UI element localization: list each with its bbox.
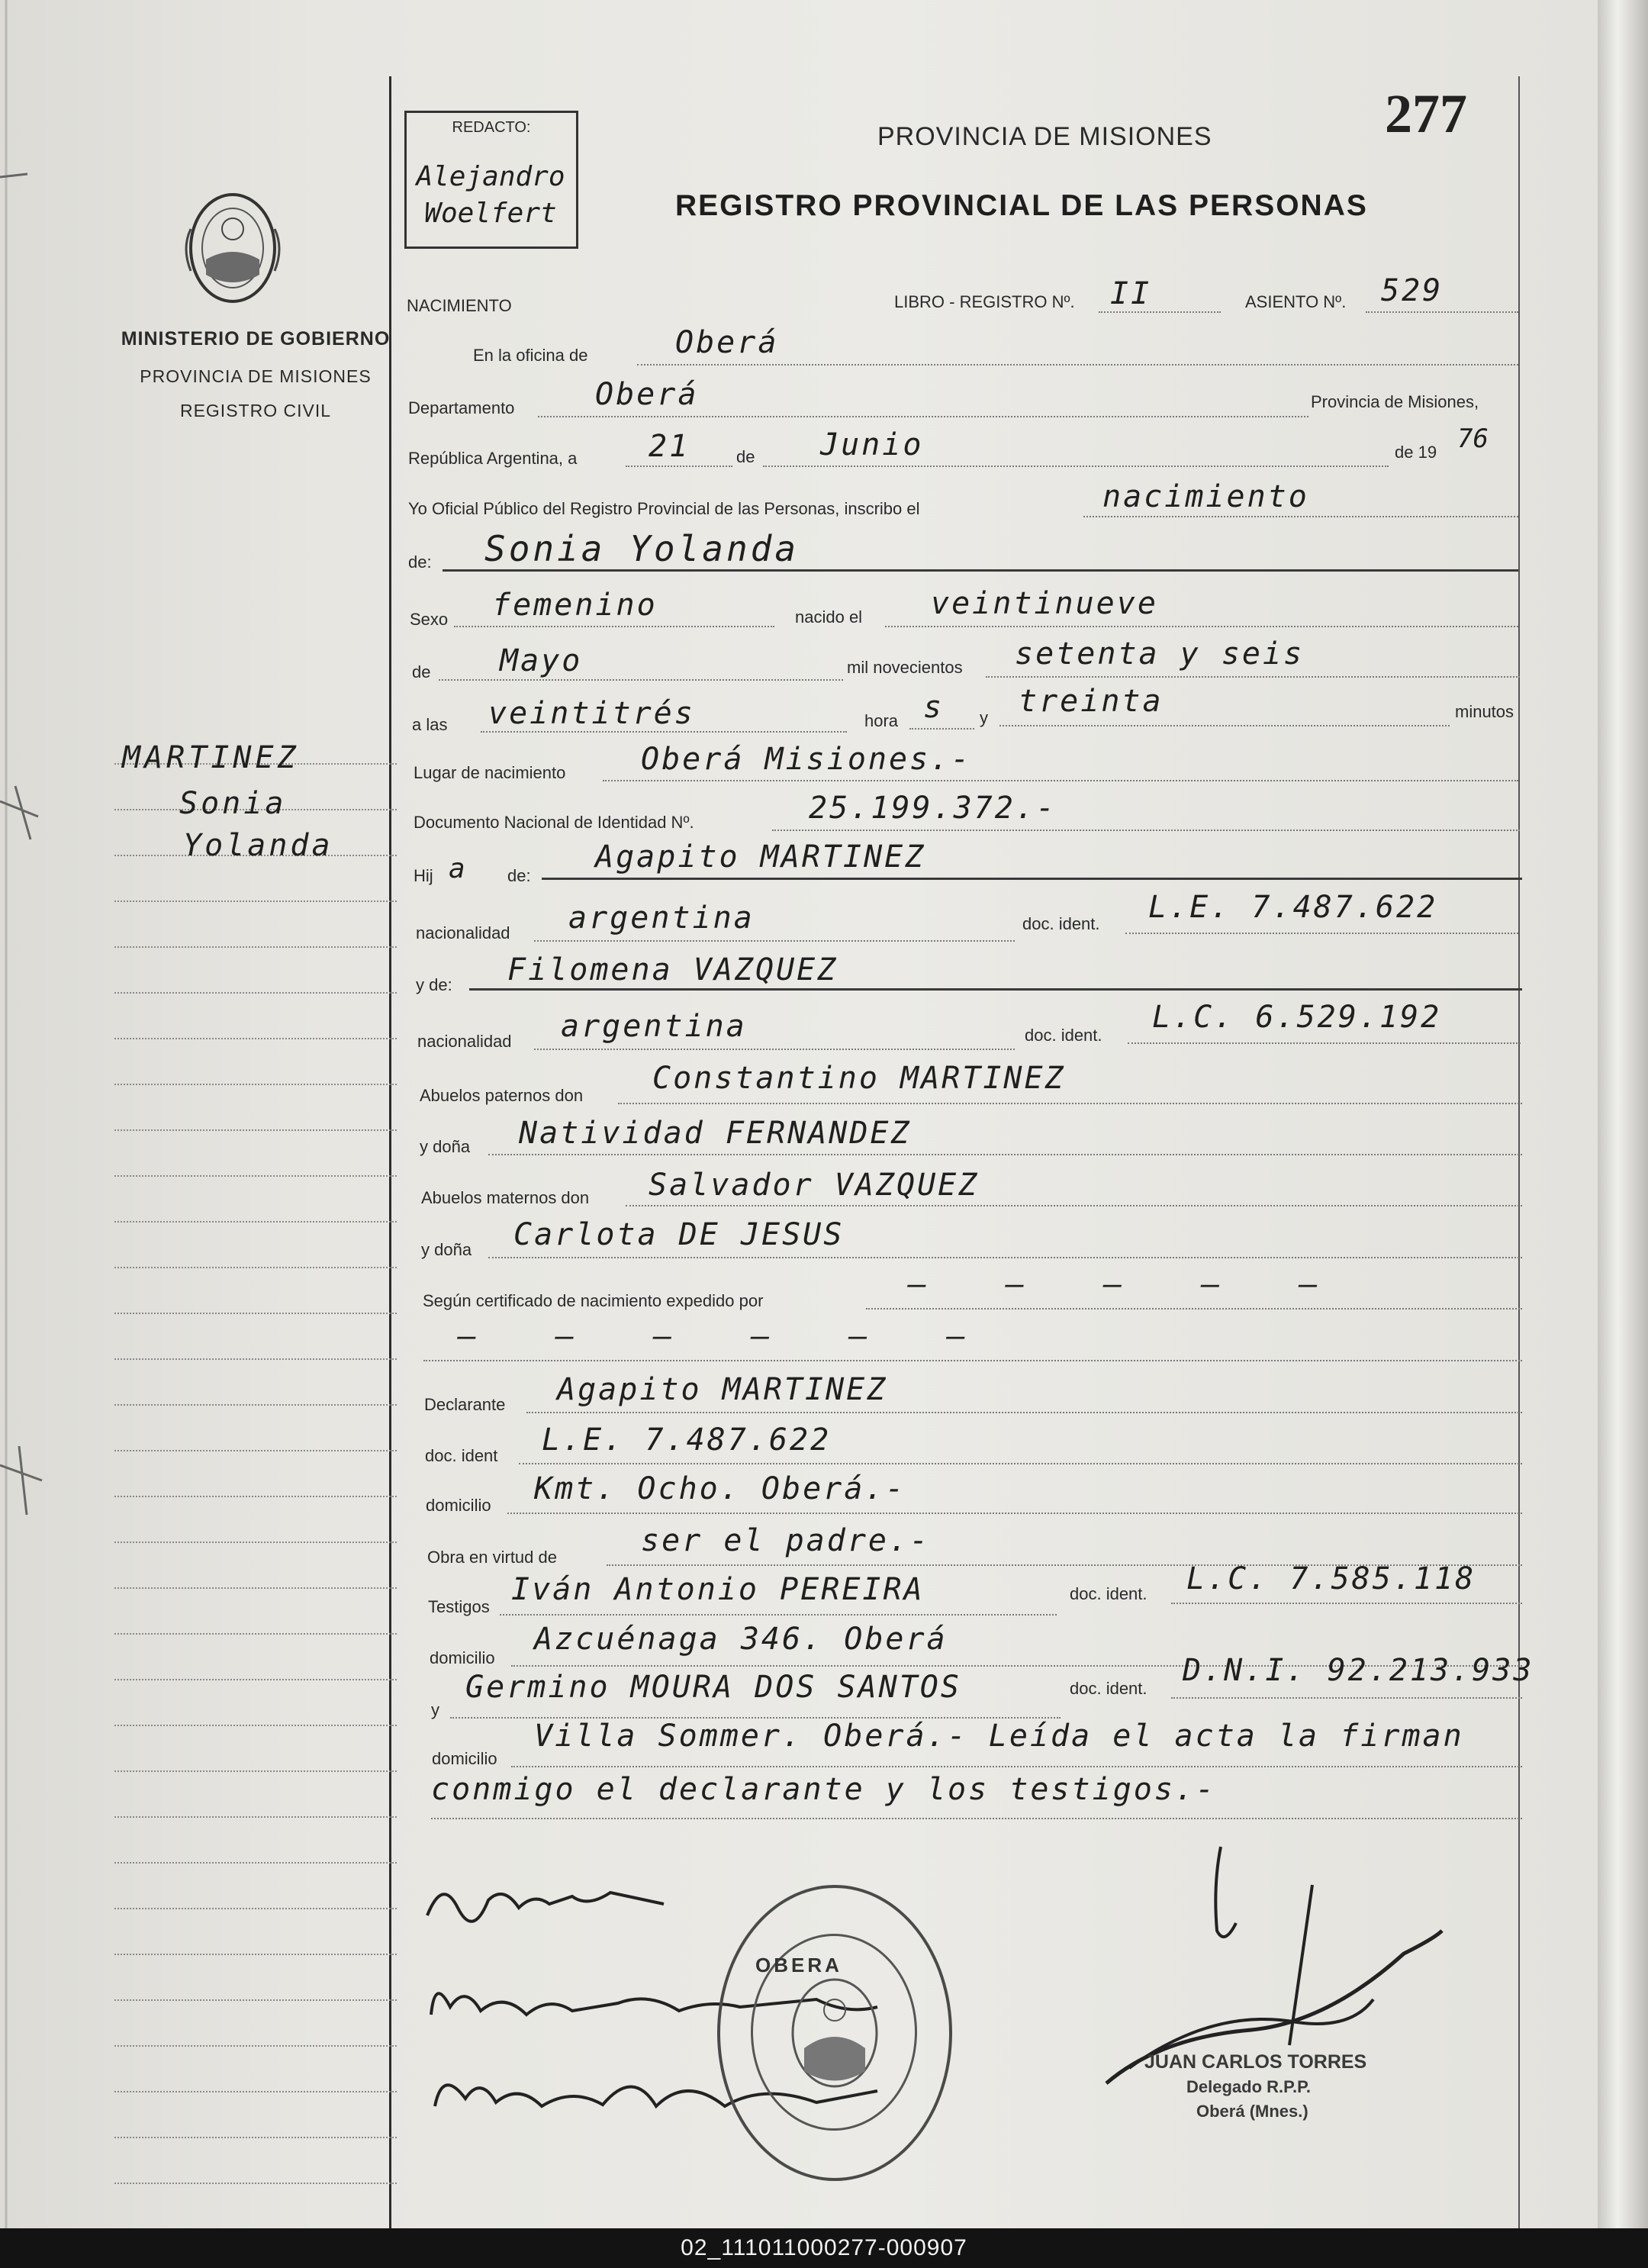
margin-note-surname: MARTINEZ bbox=[122, 740, 300, 775]
margin-line-right bbox=[1518, 76, 1520, 2228]
nacido-value: veintinueve bbox=[931, 586, 1158, 621]
asiento-value: 529 bbox=[1381, 273, 1444, 308]
hora-label: hora bbox=[864, 711, 899, 730]
min-value: treinta bbox=[1019, 684, 1164, 719]
doc1-label: doc. ident. bbox=[1022, 914, 1100, 933]
binding-thread bbox=[0, 0, 46, 2228]
doct1-value: L.C. 7.585.118 bbox=[1186, 1561, 1476, 1596]
segun-label: Según certificado de nacimiento expedido por bbox=[423, 1291, 764, 1310]
lugar-value: Oberá Misiones.- bbox=[641, 742, 972, 777]
mil-label: mil novecientos bbox=[847, 658, 963, 677]
domdec-value: Kmt. Ocho. Oberá.- bbox=[534, 1471, 906, 1506]
departamento-label: Departamento bbox=[408, 398, 515, 417]
yde-label: y de: bbox=[416, 975, 452, 994]
dni-label: Documento Nacional de Identidad Nº. bbox=[414, 813, 694, 832]
de-nombre-label: de: bbox=[408, 553, 432, 572]
dni-value: 25.199.372.- bbox=[809, 791, 1057, 826]
docdec-label: doc. ident bbox=[425, 1446, 498, 1465]
minutos-label: minutos bbox=[1455, 702, 1514, 721]
hijo-label-b: de: bbox=[507, 866, 531, 885]
y-label: y bbox=[980, 708, 988, 727]
sexo-label: Sexo bbox=[410, 610, 449, 629]
abmat-label: Abuelos maternos don bbox=[421, 1188, 590, 1207]
nac2-label: nacionalidad bbox=[417, 1032, 512, 1051]
nac1-value: argentina bbox=[568, 900, 755, 936]
testigo2-value: Germino MOURA DOS SANTOS bbox=[465, 1670, 961, 1705]
doct2-label: doc. ident. bbox=[1070, 1679, 1147, 1698]
hora-value: s bbox=[923, 690, 945, 725]
page-number: 277 bbox=[1385, 83, 1467, 144]
lugar-label: Lugar de nacimiento bbox=[414, 763, 566, 782]
nac2-value: argentina bbox=[561, 1009, 747, 1044]
libro-value: II bbox=[1110, 276, 1152, 311]
stamp-city: OBERA bbox=[755, 1954, 842, 1976]
abpat2-value: Natividad FERNANDEZ bbox=[519, 1116, 912, 1151]
ministry-title: MINISTERIO DE GOBIERNO bbox=[121, 328, 391, 350]
dia-value: 21 bbox=[649, 429, 690, 464]
nacimiento-label: NACIMIENTO bbox=[407, 296, 512, 315]
provincia-label: Provincia de Misiones, bbox=[1311, 392, 1479, 411]
adjacent-page-edge bbox=[1598, 0, 1648, 2228]
alas-label: a las bbox=[412, 715, 448, 734]
hijo-value: Agapito MARTINEZ bbox=[595, 839, 926, 875]
republica-label: República Argentina, a bbox=[408, 449, 578, 468]
nac1-label: nacionalidad bbox=[416, 923, 510, 942]
mes-nac-value: Mayo bbox=[500, 643, 583, 678]
de-label: de bbox=[736, 447, 755, 466]
hijo-gender-mark: a bbox=[449, 853, 465, 884]
testigos-label: Testigos bbox=[428, 1597, 490, 1616]
declarante-value: Agapito MARTINEZ bbox=[557, 1372, 888, 1407]
docdec-value: L.E. 7.487.622 bbox=[542, 1422, 832, 1458]
registry-title: REGISTRO PROVINCIAL DE LAS PERSONAS bbox=[675, 189, 1368, 222]
domdec-label: domicilio bbox=[426, 1496, 491, 1515]
asiento-label: ASIENTO Nº. bbox=[1245, 292, 1347, 311]
doc2-label: doc. ident. bbox=[1025, 1026, 1102, 1045]
doc1-value: L.E. 7.487.622 bbox=[1148, 890, 1438, 925]
nacido-label: nacido el bbox=[795, 607, 863, 627]
sidebar-province: PROVINCIA DE MISIONES bbox=[140, 366, 372, 386]
testigo1-value: Iván Antonio PEREIRA bbox=[511, 1572, 925, 1607]
obra-value: ser el padre.- bbox=[641, 1523, 931, 1558]
ydona1-label: y doña bbox=[420, 1137, 471, 1156]
header-province: PROVINCIA DE MISIONES bbox=[877, 122, 1212, 151]
abpat-value: Constantino MARTINEZ bbox=[652, 1061, 1066, 1096]
redacto-name: Alejandro Woelfert bbox=[416, 161, 565, 229]
doct1-label: doc. ident. bbox=[1070, 1584, 1147, 1603]
sexo-value: femenino bbox=[492, 588, 658, 623]
domt2-value: Villa Sommer. Oberá.- Leída el acta la firman bbox=[534, 1719, 1464, 1754]
departamento-value: Oberá bbox=[595, 377, 699, 412]
libro-label: LIBRO - REGISTRO Nº. bbox=[894, 292, 1075, 311]
mes-value: Junio bbox=[820, 427, 924, 462]
closing-value: conmigo el declarante y los testigos.- bbox=[431, 1772, 1217, 1807]
redacto-label: REDACTO: bbox=[452, 119, 531, 136]
redacto-box bbox=[404, 111, 578, 249]
margin-line-left bbox=[389, 76, 391, 2228]
obra-label: Obra en virtud de bbox=[427, 1548, 557, 1567]
abmat2-value: Carlota DE JESUS bbox=[513, 1217, 845, 1252]
margin-note-name1: Sonia bbox=[179, 786, 287, 821]
nombre-value: Sonia Yolanda bbox=[484, 528, 800, 569]
hijo-label-a: Hij bbox=[414, 866, 433, 885]
anio-nac-value: setenta y seis bbox=[1015, 636, 1305, 672]
domt1-label: domicilio bbox=[430, 1648, 495, 1667]
segun-value: — — — — — bbox=[908, 1267, 1348, 1302]
margin-note-name2: Yolanda bbox=[183, 828, 333, 863]
anio-value: 76 bbox=[1457, 424, 1489, 454]
abmat-value: Salvador VAZQUEZ bbox=[649, 1168, 980, 1203]
abpat-label: Abuelos paternos don bbox=[420, 1086, 584, 1105]
stamp-emblem bbox=[720, 1888, 949, 2178]
official-place: Oberá (Mnes.) bbox=[1196, 2102, 1308, 2121]
doc2-value: L.C. 6.529.192 bbox=[1152, 1000, 1442, 1035]
oficina-value: Oberá bbox=[675, 325, 779, 360]
segun-value-line2: — — — — — — bbox=[458, 1319, 996, 1354]
official-name: JUAN CARLOS TORRES bbox=[1144, 2051, 1367, 2073]
doct2-value: D.N.I. 92.213.933 bbox=[1183, 1653, 1534, 1688]
coat-of-arms-seal bbox=[175, 183, 290, 313]
domt1-value: Azcuénaga 346. Oberá bbox=[534, 1622, 948, 1657]
declarante-label: Declarante bbox=[424, 1395, 506, 1414]
official-stamp bbox=[717, 1885, 952, 2181]
domt2-label: domicilio bbox=[432, 1749, 497, 1768]
scan-id-footer: 02_111011000277-000907 bbox=[0, 2228, 1648, 2268]
official-role: Delegado R.P.P. bbox=[1186, 2077, 1312, 2096]
oficial-label: Yo Oficial Público del Registro Provincial de las Personas, inscribo el bbox=[408, 499, 920, 518]
anio-label: de 19 bbox=[1395, 443, 1437, 462]
de2-label: de bbox=[412, 662, 431, 681]
alas-value: veintitrés bbox=[488, 696, 695, 731]
madre-value: Filomena VAZQUEZ bbox=[507, 952, 838, 987]
oficial-value: nacimiento bbox=[1102, 479, 1309, 514]
oficina-label: En la oficina de bbox=[473, 346, 588, 365]
y2-label: y bbox=[431, 1700, 439, 1719]
ydona2-label: y doña bbox=[421, 1240, 472, 1259]
sidebar-civil-registry: REGISTRO CIVIL bbox=[179, 401, 332, 420]
